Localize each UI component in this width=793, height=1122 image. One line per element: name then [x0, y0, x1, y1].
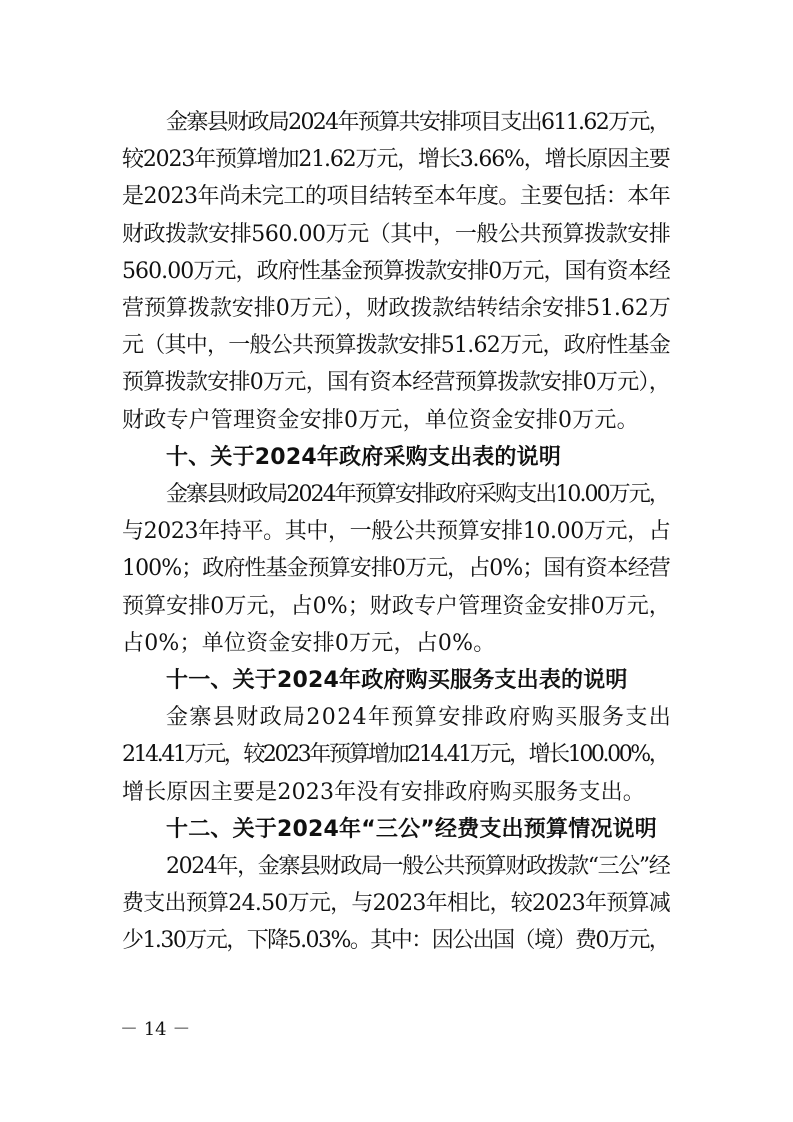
page-number: － 14 － [120, 1019, 191, 1040]
paragraph-line: 金寨县财政局2024年预算安排政府购买服务支出 [166, 705, 673, 731]
section-heading: 十、关于2024年政府采购支出表的说明 [166, 444, 562, 470]
paragraph-line: 费支出预算24.50万元，与2023年相比，较2023年预算减 [122, 891, 671, 917]
paragraph-line: 金寨县财政局2024年预算安排政府采购支出10.00万元， [166, 482, 669, 507]
paragraph-line: 2024年，金寨县财政局一般公共预算财政拨款“三公”经 [166, 854, 670, 879]
paragraph-line: 与2023年持平。其中，一般公共预算安排10.00万元，占 [122, 519, 671, 545]
paragraph-line: 预算安排0万元，占0%；财政专户管理资金安排0万元， [122, 593, 671, 619]
paragraph-line: 预算拨款安排0万元，国有资本经营预算拨款安排0万元）， [122, 370, 671, 396]
paragraph-line: 是2023年尚未完工的项目结转至本年度。主要包括：本年 [122, 184, 671, 210]
paragraph-line: 财政拨款安排560.00万元（其中，一般公共预算拨款安排 [122, 221, 671, 247]
paragraph-line: 元（其中，一般公共预算拨款安排51.62万元，政府性基金 [122, 333, 671, 359]
paragraph-line: 少1.30万元，下降5.03%。其中：因公出国（境）费0万元， [122, 928, 670, 954]
paragraph-line: 214.41万元，较2023年预算增加214.41万元，增长100.00%， [122, 742, 669, 768]
paragraph-line: 较2023年预算增加21.62万元，增长3.66%，增长原因主要 [122, 147, 670, 173]
paragraph-line: 增长原因主要是2023年没有安排政府购买服务支出。 [122, 779, 645, 805]
paragraph-line: 560.00万元，政府性基金预算拨款安排0万元，国有资本经 [122, 258, 670, 284]
section-heading: 十一、关于2024年政府购买服务支出表的说明 [166, 668, 628, 693]
paragraph-line: 占0%；单位资金安排0万元，占0%。 [122, 630, 496, 656]
paragraph-line: 100%；政府性基金预算安排0万元，占0%；国有资本经营 [122, 556, 670, 582]
paragraph-line: 金寨县财政局2024年预算共安排项目支出611.62万元， [166, 110, 670, 135]
paragraph-line: 财政专户管理资金安排0万元，单位资金安排0万元。 [122, 407, 639, 433]
paragraph-line: 营预算拨款安排0万元），财政拨款结转结余安排51.62万 [122, 296, 671, 321]
section-heading: 十二、关于2024年“三公”经费支出预算情况说明 [166, 816, 657, 842]
